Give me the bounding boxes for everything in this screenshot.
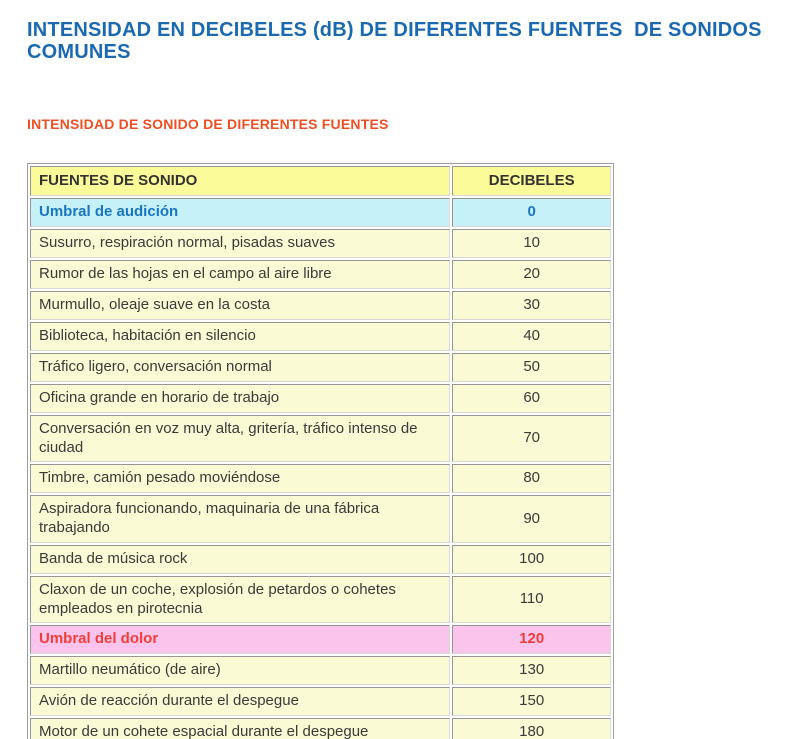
table-header-row — [30, 166, 611, 196]
decibel-value-cell: 30 — [452, 291, 611, 320]
sound-source-cell: Timbre, camión pesado moviéndose — [30, 464, 450, 493]
sound-source-cell: Umbral del dolor — [30, 625, 450, 654]
column-header-decibels: DECIBELES — [452, 166, 611, 196]
table-row — [30, 545, 611, 574]
table-row — [30, 353, 611, 382]
sound-source-cell: Murmullo, oleaje suave en la costa — [30, 291, 450, 320]
decibel-value-cell: 70 — [452, 415, 611, 463]
decibel-value-cell: 10 — [452, 229, 611, 258]
table-row — [30, 291, 611, 320]
sound-source-cell: Banda de música rock — [30, 545, 450, 574]
table-row — [30, 495, 611, 543]
decibel-value-cell: 100 — [452, 545, 611, 574]
section-title: INTENSIDAD DE SONIDO DE DIFERENTES FUENTES — [27, 115, 389, 132]
table-row — [30, 384, 611, 413]
sound-table-body — [30, 198, 611, 739]
column-header-sound-sources: FUENTES DE SONIDO — [30, 166, 450, 196]
sound-source-cell: Claxon de un coche, explosión de petardos o cohetes empleados en pirotecnia — [30, 576, 450, 624]
table-row — [30, 198, 611, 227]
sound-source-cell: Martillo neumático (de aire) — [30, 656, 450, 685]
table-row — [30, 229, 611, 258]
sound-source-cell: Rumor de las hojas en el campo al aire libre — [30, 260, 450, 289]
table-row — [30, 322, 611, 351]
decibel-table — [27, 163, 614, 739]
decibel-value-cell: 90 — [452, 495, 611, 543]
table-row — [30, 687, 611, 716]
sound-source-cell: Oficina grande en horario de trabajo — [30, 384, 450, 413]
sound-source-cell: Conversación en voz muy alta, gritería, tráfico intenso de ciudad — [30, 415, 450, 463]
table-row — [30, 625, 611, 654]
table-row — [30, 464, 611, 493]
decibel-value-cell: 40 — [452, 322, 611, 351]
table-row — [30, 260, 611, 289]
page-title: INTENSIDAD EN DECIBELES (dB) DE DIFERENTES FUENTES DE SONIDOS COMUNES — [27, 19, 768, 64]
decibel-value-cell: 60 — [452, 384, 611, 413]
decibel-value-cell: 120 — [452, 625, 611, 654]
sound-source-cell: Umbral de audición — [30, 198, 450, 227]
sound-source-cell: Tráfico ligero, conversación normal — [30, 353, 450, 382]
decibel-value-cell: 130 — [452, 656, 611, 685]
decibel-value-cell: 80 — [452, 464, 611, 493]
table-row — [30, 415, 611, 463]
decibel-value-cell: 50 — [452, 353, 611, 382]
decibel-value-cell: 180 — [452, 718, 611, 739]
decibel-value-cell: 110 — [452, 576, 611, 624]
sound-source-cell: Avión de reacción durante el despegue — [30, 687, 450, 716]
sound-source-cell: Aspiradora funcionando, maquinaria de una fábrica trabajando — [30, 495, 450, 543]
table-row — [30, 718, 611, 739]
sound-source-cell: Biblioteca, habitación en silencio — [30, 322, 450, 351]
table-row — [30, 576, 611, 624]
decibel-value-cell: 150 — [452, 687, 611, 716]
sound-source-cell: Susurro, respiración normal, pisadas suaves — [30, 229, 450, 258]
decibel-value-cell: 20 — [452, 260, 611, 289]
sound-source-cell: Motor de un cohete espacial durante el despegue — [30, 718, 450, 739]
table-row — [30, 656, 611, 685]
decibel-value-cell: 0 — [452, 198, 611, 227]
